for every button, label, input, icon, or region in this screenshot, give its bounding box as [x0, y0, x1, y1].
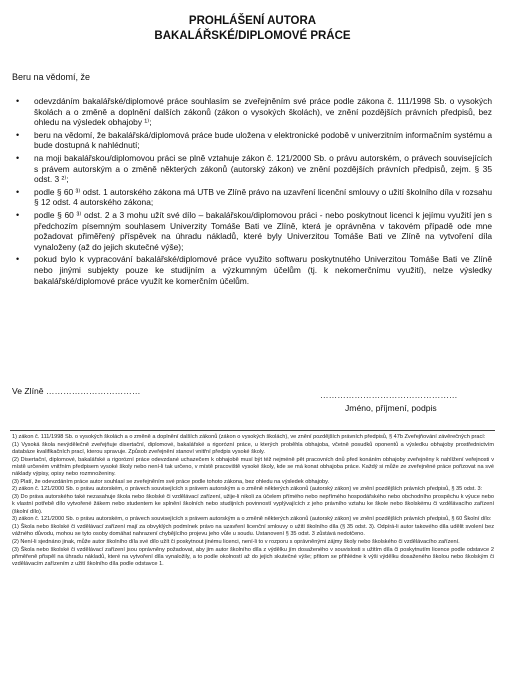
declaration-item-text: pokud bylo k vypracování bakalářské/diplomové práce využito softwaru poskytnutého Univerzitou Tomáše Bati ve Zlíně nebo jinými subjekty pouze ke studijním a výzkumným účelům (tj. k nekomerčnímu využití), nelze výsledky bakalářské/diplomové práce využít ke komerčním účelům. [34, 254, 492, 286]
declaration-list [14, 96, 492, 288]
footnote: 1) zákon č. 111/1998 Sb. o vysokých školách a o změně a doplnění dalších zákonů (zákon o vysokých školách), ve znění pozdějších právních předpisů, § 47b Zveřejňování závěrečných prací: [12, 434, 486, 440]
title-line-2: BAKALÁŘSKÉ/DIPLOMOVÉ PRÁCE [154, 30, 351, 42]
declaration-item-text: podle § 60 ³⁾ odst. 1 autorského zákona má UTB ve Zlíně právo na uzavření licenční smlouvy o užití školního díla v rozsahu § 12 odst. 4 autorského zákona; [34, 186, 492, 208]
declaration-item [14, 153, 492, 185]
declaration-item-text: na moji bakalářskou/diplomovou práci se plně vztahuje zákon č. 121/2000 Sb. o právu autorském, o právech souvisejících s právem autorským a o změně některých zákonů (autorský zákon) ve znění pozdějších právních předpisů, zejm. § 35 odst. 3 ²⁾; [34, 152, 492, 185]
footnote: (1) Vysoká škola nevýdělečně zveřejňuje disertační, diplomové, bakalářské a rigorózní práce, u kterých proběhla obhajoba, včetně posudků oponentů a výsledku obhajoby prostřednictvím databáze kvalifikačních prací, kterou spravuje. Způsob zveřejnění stanoví vnitřní předpis vysoké školy. [12, 441, 494, 455]
declaration-item [14, 254, 492, 286]
bullet-icon: • [16, 254, 20, 265]
signature-caption: Jméno, příjmení, podpis [345, 403, 437, 413]
declaration-item-text: podle § 60 ³⁾ odst. 2 a 3 mohu užít své dílo – bakalářskou/diplomovou práci - nebo poskytnout licenci k jejímu využití jen s předchozím písemným souhlasem Univerzity Tomáše Bati ve Zlíně, která je oprávněna v takovém případě ode mne požadovat přiměřený příspěvek na úhradu nákladů, které byly Univerzitou Tomáše Bati ve Zlíně na vytvoření díla vynaloženy (až do jejich skutečné výše); [34, 209, 492, 252]
bullet-icon: • [16, 209, 20, 220]
footnote: (2) Není-li sjednáno jinak, může autor školního díla své dílo užít či poskytnout jinému licenci, není-li to v rozporu s oprávněnými zájmy školy nebo školského či vzdělávacího zařízení. [12, 538, 460, 545]
intro-text: Beru na vědomí, že [12, 72, 91, 82]
footnote: (3) Platí, že odevzdáním práce autor souhlasí se zveřejněním své práce podle tohoto zákona, bez ohledu na výsledek obhajoby. [12, 478, 330, 485]
footnote: (1) Škola nebo školské či vzdělávací zařízení mají za obvyklých podmínek právo na uzavření licenční smlouvy o užití školního díla (§ 35 odst. 3). Odpírá-li autor takového díla udělit svolení bez vážného důvodu, mohou se tyto osoby domáhat nahrazení chybějícího projevu jeho vůle u soudu. Ustanovení § 35 odst. 3 zůstává nedotčeno. [12, 523, 494, 538]
bullet-icon: • [16, 186, 20, 197]
title-line-1: PROHLÁŠENÍ AUTORA [188, 15, 317, 27]
footnote: (2) Disertační, diplomové, bakalářské a rigorózní práce odevzdané uchazečem k obhajobě musí být též nejméně pět pracovních dnů před konáním obhajoby zveřejněny k nahlížení veřejnosti v místě určeném vnitřním předpisem vysoké školy nebo není-li tak určeno, v místě pracoviště vysoké školy, kde se má konat obhajoba práce. Každý si může ze zveřejněné práce pořizovat na své náklady výpisy, opisy nebo rozmnoženiny. [12, 456, 494, 478]
declaration-item-text: odevzdáním bakalářské/diplomové práce souhlasím se zveřejněním své práce podle zákona č. 111/1998 Sb. o vysokých školách a o změně a doplnění dalších zákonů (zákon o vysokých školách), ve znění pozdějších právních předpisů, bez ohledu na výsledek obhajoby ¹⁾; [34, 96, 492, 128]
declaration-item [14, 187, 492, 208]
footnote: 3) zákon č. 121/2000 Sb. o právu autorském, o právech souvisejících s právem autorským a o změně některých zákonů (autorský zákon) ve znění pozdějších právních předpisů, § 60 Školní dílo: [12, 516, 492, 523]
bullet-icon: • [16, 96, 20, 106]
declaration-item [14, 210, 492, 252]
footnotes [12, 434, 494, 569]
declaration-item [14, 96, 492, 128]
footnote: 2) zákon č. 121/2000 Sb. o právu autorském, o právech souvisejících s právem autorským a o změně některých zákonů (autorský zákon) ve znění pozdějších právních předpisů, § 35 odst. 3: [12, 486, 483, 493]
place-label: Ve Zlíně [12, 386, 44, 396]
declaration-item [14, 130, 492, 151]
document-title [0, 14, 505, 44]
place-date-dots: …………………………… [45, 386, 141, 396]
bullet-icon: • [16, 129, 20, 140]
bullet-icon: • [16, 152, 20, 163]
footnote-divider [10, 430, 495, 431]
footnote: (3) Do práva autorského také nezasahuje škola nebo školské či vzdělávací zařízení, užije-li nikoli za účelem přímého nebo nepřímého hospodářského nebo obchodního prospěchu k výuce nebo k vlastní potřebě dílo vytvořené žákem nebo studentem ke splnění školních nebo studijních povinností vyplývajících z jeho právního vztahu ke škole nebo školskému či vzdělávacího zařízení (školní dílo). [12, 494, 494, 515]
place-date-line [12, 386, 140, 396]
footnote: (3) Škola nebo školské či vzdělávací zařízení jsou oprávněny požadovat, aby jim autor školního díla z výdělku jím dosaženého v souvislosti s užitím díla či poskytnutím licence podle odstavce 2 přiměřeně přispěl na úhradu nákladů, které na vytvoření díla vynaložily, a to podle okolností až do jejich skutečné výše; přitom se přihlédne k výši výdělku dosaženého školou nebo školským či vzdělávacím zařízením z užití školního díla podle odstavce 1. [12, 546, 494, 567]
signature-line: ………………………………………… [320, 390, 458, 400]
declaration-item-text: beru na vědomí, že bakalářská/diplomová práce bude uložena v elektronické podobě v univerzitním informačním systému a bude dostupná k nahlédnutí; [34, 129, 492, 151]
